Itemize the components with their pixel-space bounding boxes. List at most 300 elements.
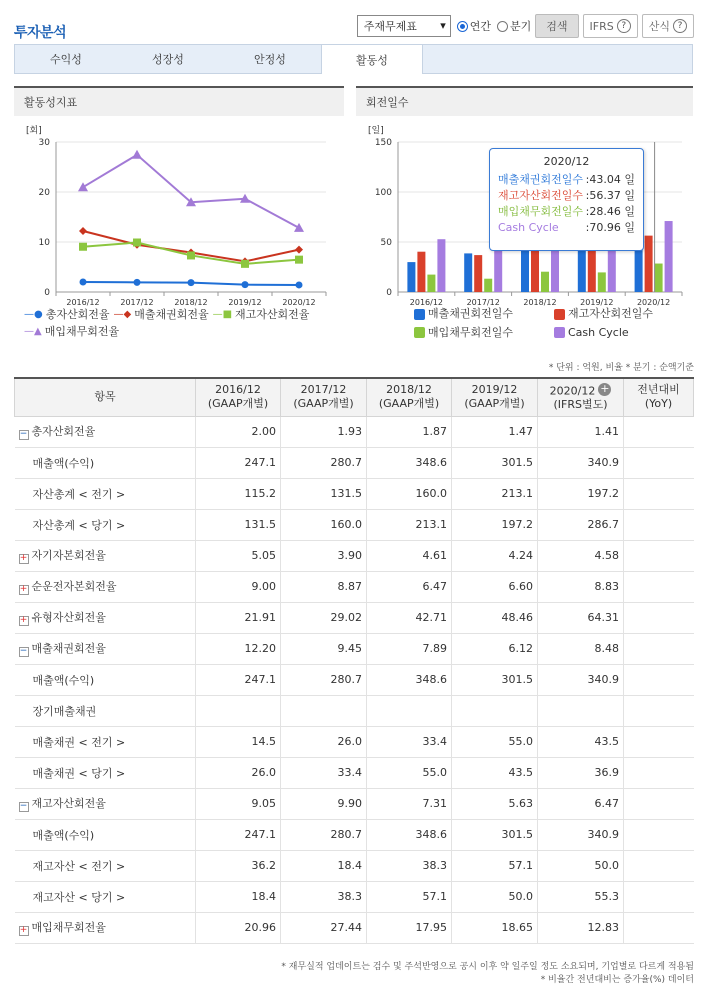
table-row: [15, 819, 694, 850]
expand-icon[interactable]: +: [19, 584, 28, 595]
x-tick-label: 2016/12: [409, 298, 444, 307]
data-point[interactable]: [187, 251, 195, 259]
table-cell: 6.47: [538, 788, 624, 819]
table-cell: 340.9: [538, 664, 624, 695]
row-label-text: 매출채권 < 전기 >: [32, 735, 126, 749]
table-cell: 26.0: [281, 726, 367, 757]
tab-growth[interactable]: 성장성: [152, 53, 184, 66]
col-2020: [538, 378, 624, 416]
legend-item[interactable]: [24, 307, 110, 323]
table-cell: 33.4: [367, 726, 452, 757]
table-cell: [624, 695, 694, 726]
table-cell: [624, 447, 694, 478]
col-basis: (GAAP개별): [293, 397, 354, 411]
table-cell: 160.0: [281, 509, 367, 540]
chart-tooltip: [489, 148, 644, 251]
legend-marker-icon: —◆: [113, 309, 132, 320]
col-yoy: [624, 378, 694, 416]
table-cell: 36.2: [196, 850, 281, 881]
table-cell: [281, 695, 367, 726]
table-cell: 36.9: [538, 757, 624, 788]
expand-icon[interactable]: +: [19, 553, 28, 564]
formula-button[interactable]: [642, 14, 694, 38]
table-cell: 6.12: [452, 633, 538, 664]
table-cell: [624, 633, 694, 664]
x-tick-label: 2017/12: [120, 298, 154, 307]
x-tick-label: 2020/12: [282, 298, 316, 307]
table-cell: 280.7: [281, 664, 367, 695]
y-tick-label: 10: [38, 238, 50, 248]
bar[interactable]: [427, 275, 435, 292]
row-label-text: 매출채권회전율: [31, 642, 106, 656]
table-cell: [624, 850, 694, 881]
table-cell: 38.3: [367, 850, 452, 881]
activity-index-panel: [14, 86, 344, 342]
table-cell: [624, 540, 694, 571]
row-label: [15, 509, 196, 540]
bar[interactable]: [407, 262, 415, 292]
tooltip-label: Cash Cycle: [498, 221, 559, 234]
data-point[interactable]: [78, 182, 88, 191]
table-row: [15, 757, 694, 788]
data-point[interactable]: [79, 243, 87, 251]
add-column-icon[interactable]: +: [600, 382, 610, 395]
row-label-text: 매출액(수익): [32, 828, 95, 842]
table-cell: 4.24: [452, 540, 538, 571]
help-icon: ?: [617, 19, 631, 33]
data-point[interactable]: [134, 279, 141, 286]
table-cell: 8.83: [538, 571, 624, 602]
legend-item[interactable]: [414, 325, 550, 341]
table-cell: 55.3: [538, 881, 624, 912]
statement-type-select[interactable]: [357, 15, 451, 37]
collapse-icon[interactable]: −: [19, 429, 28, 440]
table-cell: 348.6: [367, 819, 452, 850]
header: [14, 10, 694, 42]
x-tick-label: 2018/12: [523, 298, 557, 307]
tab-profitability[interactable]: 수익성: [50, 53, 82, 66]
radio-annual[interactable]: [457, 18, 491, 34]
row-label: [15, 664, 196, 695]
row-label-text: 자산총계 < 당기 >: [32, 518, 126, 532]
row-label-text: 장기매출채권: [32, 704, 97, 718]
table-cell: 340.9: [538, 819, 624, 850]
table-cell: [624, 602, 694, 633]
legend-marker-icon: —▲: [24, 326, 42, 337]
table-cell: 9.45: [281, 633, 367, 664]
tooltip-row: [498, 204, 635, 220]
table-row: [15, 726, 694, 757]
y-tick-label: 150: [374, 138, 392, 148]
bar[interactable]: [437, 239, 445, 292]
col-2019: [452, 378, 538, 416]
col-year: 2017/12: [300, 383, 347, 397]
table-cell: 286.7: [538, 509, 624, 540]
y-tick-label: 30: [38, 138, 50, 148]
bar[interactable]: [484, 279, 492, 292]
turnover-days-title: 회전일수: [356, 86, 693, 116]
table-cell: [538, 695, 624, 726]
table-cell: 280.7: [281, 447, 367, 478]
col-year: 2016/12: [215, 383, 261, 397]
legend-label: 매입채무회전율: [44, 325, 120, 338]
footer-notes: [281, 961, 694, 987]
tab-activity[interactable]: 활동성: [321, 44, 423, 74]
analysis-tabs: [14, 44, 693, 74]
data-point[interactable]: [79, 227, 87, 235]
col-yoy-label: 전년대비: [637, 383, 680, 397]
data-point[interactable]: [242, 281, 249, 288]
tooltip-label: 재고자산회전일수: [498, 189, 584, 202]
legend-label: 재고자산회전율: [235, 308, 310, 321]
table-cell: [624, 571, 694, 602]
data-point[interactable]: [241, 260, 249, 268]
row-label[interactable]: [15, 416, 196, 447]
table-cell: 247.1: [196, 819, 281, 850]
data-point[interactable]: [80, 279, 87, 286]
legend-label: 총자산회전율: [45, 308, 110, 321]
table-cell: 197.2: [452, 509, 538, 540]
table-row: [15, 912, 694, 943]
row-label-text: 재고자산 < 전기 >: [32, 859, 126, 873]
table-header-row: [15, 378, 694, 416]
table-cell: 301.5: [452, 664, 538, 695]
bar[interactable]: [635, 249, 643, 292]
row-label-text: 재고자산 < 당기 >: [32, 890, 126, 904]
x-tick-label: 2019/12: [228, 298, 262, 307]
table-cell: [624, 416, 694, 447]
legend-item[interactable]: [554, 306, 690, 322]
table-cell: [452, 695, 538, 726]
tab-stability[interactable]: 안정성: [254, 53, 286, 66]
bar[interactable]: [541, 272, 549, 292]
table-cell: 18.4: [196, 881, 281, 912]
table-row: [15, 788, 694, 819]
table-cell: 38.3: [281, 881, 367, 912]
table-cell: 27.44: [281, 912, 367, 943]
activity-index-title: 활동성지표: [14, 86, 344, 116]
chevron-down-icon: ▾: [440, 19, 446, 32]
table-cell: 280.7: [281, 819, 367, 850]
legend-item[interactable]: [414, 306, 550, 322]
table-cell: 9.05: [196, 788, 281, 819]
table-cell: 43.5: [452, 757, 538, 788]
data-point[interactable]: [295, 256, 303, 264]
table-row: [15, 881, 694, 912]
table-cell: 4.61: [367, 540, 452, 571]
table-cell: [624, 664, 694, 695]
bar[interactable]: [655, 264, 663, 292]
table-row: [15, 602, 694, 633]
tooltip-value: :70.96 일: [585, 221, 635, 234]
table-cell: 1.41: [538, 416, 624, 447]
collapse-icon[interactable]: −: [19, 801, 28, 812]
tooltip-row: [498, 188, 635, 204]
table-body: [15, 416, 694, 943]
table-row: [15, 540, 694, 571]
tooltip-label: 매입채무회전일수: [498, 205, 584, 218]
table-row: [15, 850, 694, 881]
table-cell: 48.46: [452, 602, 538, 633]
data-point[interactable]: [296, 281, 303, 288]
radio-annual-label: 연간: [469, 20, 491, 33]
table-cell: 213.1: [452, 478, 538, 509]
row-label-text: 매출채권 < 당기 >: [32, 766, 126, 780]
tooltip-title: 2020/12: [543, 155, 590, 168]
bar[interactable]: [598, 272, 606, 292]
tooltip-value: :56.37 일: [585, 189, 635, 202]
table-row: [15, 664, 694, 695]
col-2018: [367, 378, 452, 416]
bar[interactable]: [474, 255, 482, 292]
table-cell: 20.96: [196, 912, 281, 943]
row-label: [15, 881, 196, 912]
table-cell: 115.2: [196, 478, 281, 509]
table-cell: 7.89: [367, 633, 452, 664]
bar[interactable]: [417, 252, 425, 292]
tooltip-rows: [498, 172, 635, 236]
radio-quarter-label: 분기: [510, 20, 532, 33]
x-tick-label: 2016/12: [66, 298, 100, 307]
table-row: [15, 695, 694, 726]
table-cell: [624, 757, 694, 788]
row-label-text: 재고자산회전율: [31, 797, 106, 811]
bar[interactable]: [521, 246, 529, 292]
legend-item[interactable]: [213, 307, 310, 323]
legend-label: 매출채권회전율: [134, 308, 209, 321]
table-cell: 18.4: [281, 850, 367, 881]
legend-swatch-icon: [554, 327, 565, 338]
table-cell: 348.6: [367, 664, 452, 695]
row-label[interactable]: [15, 571, 196, 602]
row-label[interactable]: [15, 633, 196, 664]
table-cell: 3.90: [281, 540, 367, 571]
y-unit-label: [회]: [26, 126, 42, 136]
footer-note-1: * 재무실적 업데이트는 검수 및 주석반영으로 공시 이후 약 일주일 정도 소요되며, 기업별로 다르게 적용됨: [281, 962, 694, 972]
row-label-text: 총자산회전율: [31, 425, 96, 439]
table-cell: 64.31: [538, 602, 624, 633]
row-label: [15, 757, 196, 788]
tooltip-label: 매출채권회전일수: [498, 173, 584, 186]
bar[interactable]: [665, 221, 673, 292]
bar[interactable]: [464, 253, 472, 292]
data-point[interactable]: [295, 246, 303, 254]
table-row: [15, 633, 694, 664]
table-cell: 29.02: [281, 602, 367, 633]
col-year: 2020/12: [549, 384, 596, 397]
row-label: [15, 850, 196, 881]
table-cell: 42.71: [367, 602, 452, 633]
table-cell: [196, 695, 281, 726]
table-cell: 348.6: [367, 447, 452, 478]
tooltip-row: [498, 220, 635, 236]
table-cell: 14.5: [196, 726, 281, 757]
activity-index-chart: [14, 116, 344, 312]
row-label: [15, 447, 196, 478]
table-cell: 301.5: [452, 819, 538, 850]
table-cell: 26.0: [196, 757, 281, 788]
table-cell: 2.00: [196, 416, 281, 447]
row-label[interactable]: [15, 912, 196, 943]
row-label-text: 매입채무회전율: [31, 921, 106, 935]
legend-label: 매출채권회전일수: [428, 307, 514, 320]
row-label: [15, 478, 196, 509]
table-cell: 247.1: [196, 664, 281, 695]
table-cell: 21.91: [196, 602, 281, 633]
legend-label: 매입채무회전일수: [428, 325, 514, 339]
tooltip-row: [498, 172, 635, 188]
expand-icon[interactable]: +: [19, 925, 28, 936]
table-row: [15, 478, 694, 509]
table-cell: [367, 695, 452, 726]
activity-index-legend: [24, 306, 344, 340]
legend-item[interactable]: [24, 324, 119, 340]
legend-label: 재고자산회전일수: [568, 307, 654, 320]
table-cell: 160.0: [367, 478, 452, 509]
ifrs-button[interactable]: [583, 14, 638, 38]
table-cell: [624, 478, 694, 509]
radio-quarter-dot[interactable]: [497, 21, 508, 32]
table-row: [15, 571, 694, 602]
table-cell: 131.5: [196, 509, 281, 540]
footer-note-2: * 비율간 전년대비는 증가율(%) 데이터: [540, 975, 694, 985]
table-cell: 213.1: [367, 509, 452, 540]
header-controls: [357, 14, 694, 38]
radio-annual-dot[interactable]: [457, 21, 468, 32]
table-cell: 131.5: [281, 478, 367, 509]
table-cell: 197.2: [538, 478, 624, 509]
row-label[interactable]: [15, 540, 196, 571]
table-cell: [624, 509, 694, 540]
unit-note: * 단위 : 억원, 비율 * 분기 : 순액기준: [548, 363, 694, 373]
data-point[interactable]: [133, 239, 141, 247]
ifrs-label: IFRS: [589, 19, 614, 33]
x-tick-label: 2020/12: [636, 298, 671, 307]
col-2016: [196, 378, 281, 416]
legend-swatch-icon: [414, 327, 425, 338]
table-cell: 43.5: [538, 726, 624, 757]
table-row: [15, 416, 694, 447]
legend-item[interactable]: [554, 325, 690, 341]
row-label-text: 자기자본회전율: [31, 549, 106, 563]
table-cell: [624, 881, 694, 912]
y-tick-label: 100: [374, 188, 392, 198]
y-tick-label: 20: [38, 188, 50, 198]
activity-table: [14, 377, 694, 944]
col-basis: (IFRS별도): [553, 398, 608, 411]
statement-type-value: 주재무제표: [363, 20, 417, 33]
y-tick-label: 50: [380, 238, 392, 248]
table-cell: [624, 912, 694, 943]
table-cell: 8.87: [281, 571, 367, 602]
col-year: 2019/12: [471, 383, 518, 397]
table-row: [15, 509, 694, 540]
table-cell: 5.05: [196, 540, 281, 571]
table-cell: 12.20: [196, 633, 281, 664]
page-title: 투자분석: [14, 25, 67, 41]
col-yoy-sub: (YoY): [644, 397, 673, 411]
table-cell: 5.63: [452, 788, 538, 819]
tooltip-value: :43.04 일: [585, 173, 635, 186]
y-tick-label: 0: [386, 288, 392, 298]
table-cell: 6.60: [452, 571, 538, 602]
data-point[interactable]: [132, 150, 142, 159]
col-basis: (GAAP개별): [464, 397, 525, 411]
radio-quarter[interactable]: [497, 18, 531, 34]
row-label: [15, 819, 196, 850]
table-cell: 17.95: [367, 912, 452, 943]
row-label[interactable]: [15, 602, 196, 633]
row-label-text: 자산총계 < 전기 >: [32, 487, 126, 501]
table-cell: 7.31: [367, 788, 452, 819]
data-point[interactable]: [294, 223, 304, 232]
col-2017: [281, 378, 367, 416]
search-button[interactable]: 검색: [535, 14, 578, 38]
table-cell: 50.0: [452, 881, 538, 912]
legend-item[interactable]: [114, 307, 209, 323]
legend-marker-icon: —■: [212, 309, 233, 320]
collapse-icon[interactable]: −: [19, 646, 28, 657]
y-tick-label: 0: [44, 288, 50, 298]
expand-icon[interactable]: +: [19, 615, 28, 626]
col-basis: (GAAP개별): [378, 397, 440, 411]
table-cell: 6.47: [367, 571, 452, 602]
table-cell: 1.93: [281, 416, 367, 447]
row-label-text: 유형자산회전율: [31, 611, 106, 625]
row-label-text: 순운전자본회전율: [31, 580, 117, 594]
table-cell: 8.48: [538, 633, 624, 664]
legend-label: Cash Cycle: [568, 325, 629, 339]
bar[interactable]: [645, 236, 653, 292]
tooltip-value: :28.46 일: [585, 205, 635, 218]
row-label-text: 매출액(수익): [32, 456, 95, 470]
table-cell: 55.0: [367, 757, 452, 788]
legend-swatch-icon: [554, 309, 565, 320]
data-point[interactable]: [188, 279, 195, 286]
x-tick-label: 2017/12: [466, 298, 500, 307]
table-cell: 9.90: [281, 788, 367, 819]
help-icon: ?: [673, 19, 687, 33]
col-item: 항목: [15, 378, 196, 416]
formula-label: 산식: [648, 20, 670, 33]
table-cell: 247.1: [196, 447, 281, 478]
row-label: [15, 726, 196, 757]
col-basis: (GAAP개별): [207, 397, 269, 411]
y-unit-label: [일]: [368, 126, 384, 136]
table-cell: [624, 726, 694, 757]
col-year: 2018/12: [386, 383, 432, 397]
table-cell: 4.58: [538, 540, 624, 571]
table-cell: 57.1: [452, 850, 538, 881]
turnover-days-legend: [414, 306, 694, 343]
row-label[interactable]: [15, 788, 196, 819]
table-cell: 12.83: [538, 912, 624, 943]
table-cell: 57.1: [367, 881, 452, 912]
legend-swatch-icon: [414, 309, 425, 320]
table-cell: 301.5: [452, 447, 538, 478]
table-cell: 33.4: [281, 757, 367, 788]
table-cell: 55.0: [452, 726, 538, 757]
table-cell: 9.00: [196, 571, 281, 602]
table-cell: 1.47: [452, 416, 538, 447]
table-cell: 18.65: [452, 912, 538, 943]
x-tick-label: 2018/12: [174, 298, 208, 307]
series-line: [83, 155, 299, 228]
table-row: [15, 447, 694, 478]
row-label-text: 매출액(수익): [32, 673, 95, 687]
table-cell: 50.0: [538, 850, 624, 881]
row-label: [15, 695, 196, 726]
